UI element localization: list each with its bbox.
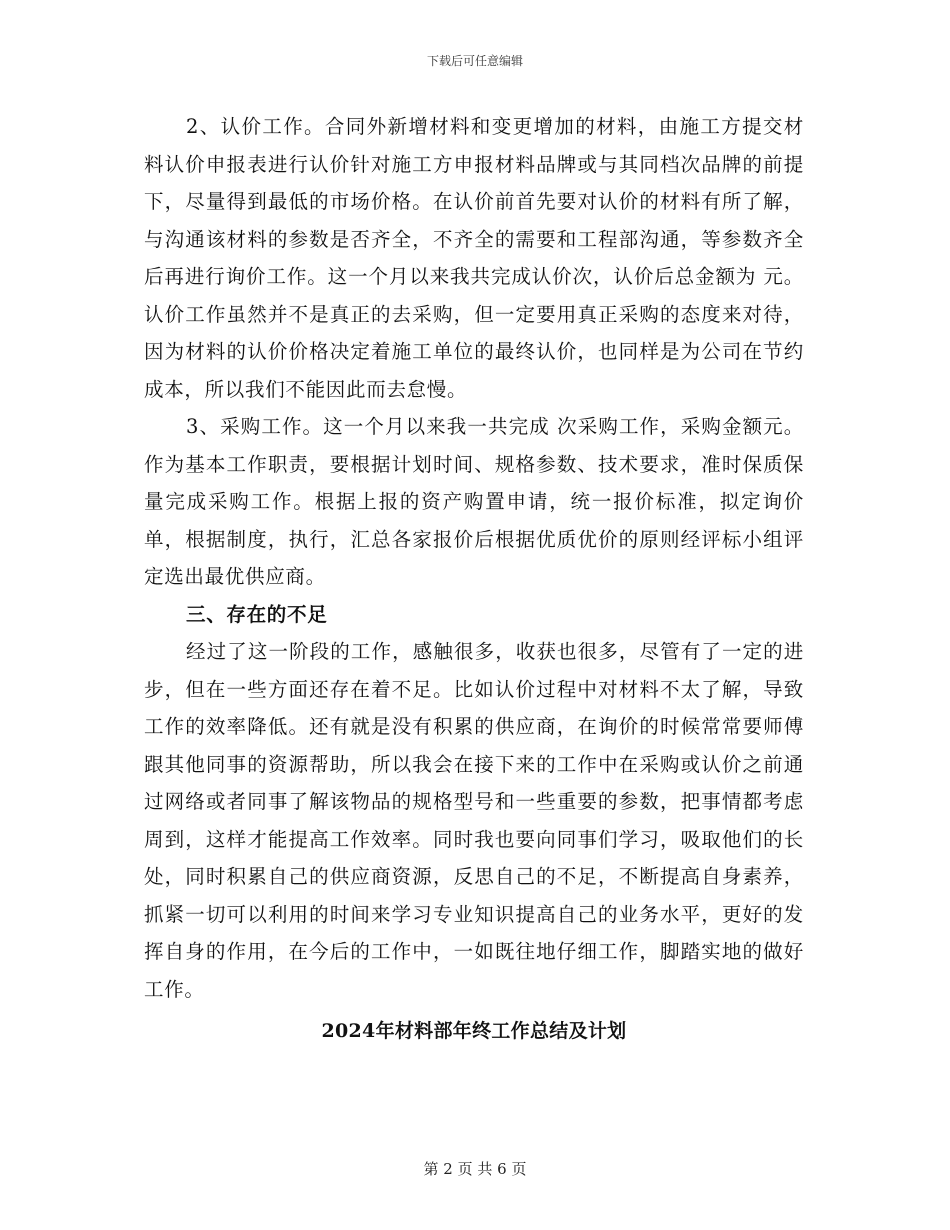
page-header-note: 下载后可任意编辑	[426, 54, 523, 68]
paragraph-shortcomings: 经过了这一阶段的工作，感触很多，收获也很多，尽管有了一定的进步，但在一些方面还存在着不足。比如认价过程中对材料不太了解，导致工作的效率降低。还有就是没有积累的供应商，在询价的时候常常要师傅跟其他同事的资源帮助，所以我会在接下来的工作中在采购或认价之前通过网络或者同事了解该物品的规格型号和一些重要的参数，把事情都考虑周到，这样才能提高工作效率。同时我也要向同事们学习，吸取他们的长处，同时积累自己的供应商资源，反思自己的不足，不断提高自身素养，抓紧一切可以利用的时间来学习专业知识提高自己的业务水平，更好的发挥自身的作用，在今后的工作中，一如既往地仔细工作，脚踏实地的做好工作。	[144, 640, 804, 1001]
paragraph-purchasing-work: 3、采购工作。这一个月以来我一共完成 次采购工作，采购金额元。作为基本工作职责，要根据计划时间、规格参数、技术要求，准时保质保量完成采购工作。根据上报的资产购置申请，统一报价标准，拟定询价单，根据制度，执行，汇总各家报价后根据优质优价的原则经评标小组评定选出最优供应商。	[144, 415, 804, 588]
section-heading-shortcomings: 三、存在的不足	[186, 602, 328, 626]
next-document-title: 2024年材料部年终工作总结及计划	[321, 1020, 627, 1042]
page-footer-pagination: 第 2 页 共 6 页	[423, 1160, 527, 1178]
document-body	[144, 108, 804, 1050]
paragraph-recognition-work: 2、认价工作。合同外新增材料和变更增加的材料，由施工方提交材料认价申报表进行认价针对施工方申报材料品牌或与其同档次品牌的前提下，尽量得到最低的市场价格。在认价前首先要对认价的材料有所了解，与沟通该材料的参数是否齐全，不齐全的需要和工程部沟通，等参数齐全后再进行询价工作。这一个月以来我共完成认价次，认价后总金额为 元。认价工作虽然并不是真正的去采购，但一定要用真正采购的态度来对待，因为材料的认价价格决定着施工单位的最终认价，也同样是为公司在节约成本，所以我们不能因此而去怠慢。	[144, 115, 804, 401]
